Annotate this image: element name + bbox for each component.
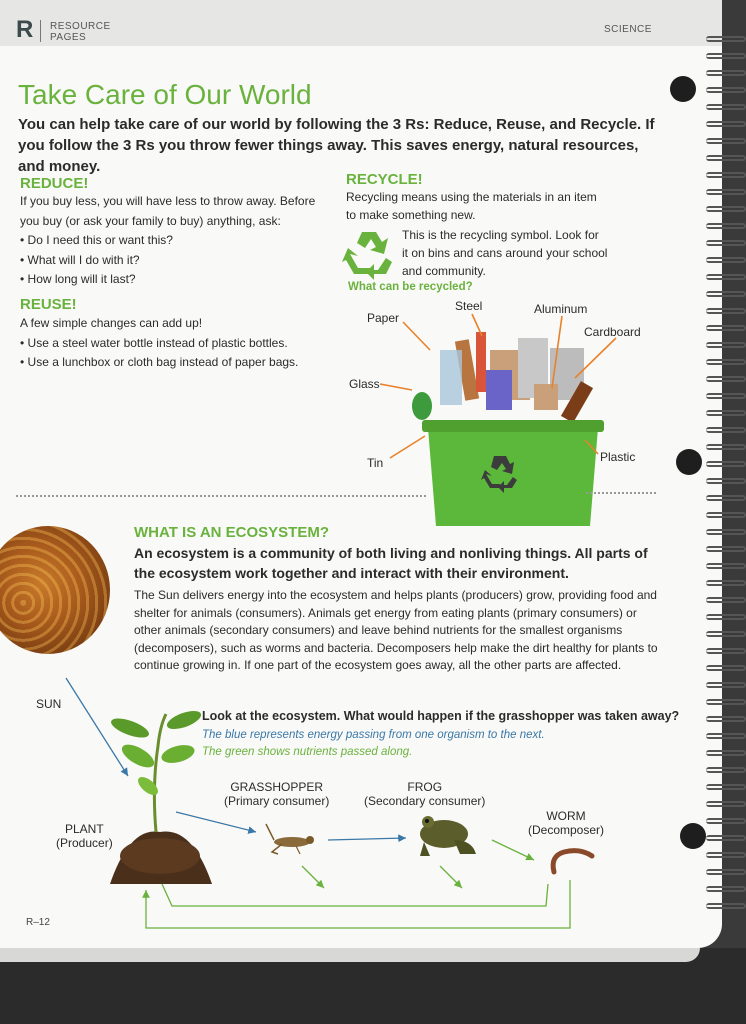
reduce-heading: REDUCE! [20,175,89,192]
spiral-coil [706,410,746,416]
spiral-coil [706,359,746,365]
spiral-coil [706,886,746,892]
spiral-coil [706,614,746,620]
spiral-coil [706,733,746,739]
spiral-coil [706,767,746,773]
list-item: • What will I do with it? [20,252,140,267]
spiral-coil [706,546,746,552]
spiral-coil [706,206,746,212]
spiral-coil [706,801,746,807]
grasshopper-label: GRASSHOPPER (Primary consumer) [224,780,330,808]
spiral-coil [706,393,746,399]
spiral-coil [706,495,746,501]
next-page-edge [0,948,700,962]
intro-text: You can help take care of our world by following the 3 Rs: Reduce, Reuse, and Recycle. If you follow the 3 Rs you throw fewer things away. This saves energy, natural resources, and money. [18,116,655,175]
spiral-coil [706,869,746,875]
label-plastic: Plastic [600,450,636,464]
arrow-grasshopper-to-frog [328,838,406,840]
spiral-coil [706,512,746,518]
spiral-coil [706,750,746,756]
label-aluminum: Aluminum [534,302,588,316]
spiral-coil [706,427,746,433]
spiral-coil [706,342,746,348]
spiral-coil [706,478,746,484]
ecosystem-heading: WHAT IS AN ECOSYSTEM? [134,524,329,541]
sun-label: SUN [36,697,62,711]
spiral-coil [706,682,746,688]
recycle-heading: RECYCLE! [346,171,423,188]
spiral-coil [706,648,746,654]
spiral-coil [706,121,746,127]
arrow-sun-to-plant [66,678,128,776]
binder-hole [670,76,696,102]
spiral-coil [706,597,746,603]
label-steel: Steel [455,299,483,313]
label-tin: Tin [367,456,384,470]
spiral-coil [706,240,746,246]
list-item: • Do I need this or want this? [20,233,173,247]
spiral-coil [706,699,746,705]
spiral-coil [706,903,746,909]
reduce-text: If you buy less, you will have less to throw away. Before you buy (or ask your family to buy) anything, ask: • Do I need this or want this? • What will I do with it? • How long will it last? [20,192,315,290]
page-number: R–12 [26,917,50,928]
spiral-coil [706,852,746,858]
label-paper: Paper [367,311,400,325]
spiral-coil [706,257,746,263]
label-glass: Glass [349,377,380,391]
spiral-coil [706,631,746,637]
spiral-coil [706,580,746,586]
spiral-coil [706,87,746,93]
arrow-loop [162,884,548,906]
spiral-coil [706,172,746,178]
list-item: • Use a lunchbox or cloth bag instead of paper bags. [20,355,299,369]
ecosystem-bold-text: An ecosystem is a community of both living and nonliving things. All parts of the ecosystem work together and interact with their environment. [134,545,648,581]
binder-hole [680,823,706,849]
recycle-question: What can be recycled? [348,281,473,293]
spiral-coil [706,104,746,110]
ecosystem-question: Look at the ecosystem. What would happen if the grasshopper was taken away? [202,709,680,723]
spiral-coil [706,529,746,535]
plant-label: PLANT (Producer) [56,822,113,850]
arrow-plant-to-grasshopper [176,812,256,832]
worm-label: WORM (Decomposer) [528,809,605,837]
ecosystem-body-text: The Sun delivers energy into the ecosystem and helps plants (producers) grow, providing food and shelter for animals (consumers). Animals get energy from eating plants (primary consumers) or other animals (secondary consumers) and leave behind nutrients for the smallest organisms (decomposers), such as worms and bacteria. Decomposers help make the dirt healthy for plants to continue growing in. If one part of the ecosystem goes away, all the other parts are affected. [134,588,658,672]
spiral-coil [706,53,746,59]
spiral-coil [706,325,746,331]
spiral-coil [706,716,746,722]
recycle-text: Recycling means using the materials in an item to make something new. [346,190,597,222]
section-label: RESOURCE PAGES [50,21,111,43]
subject-label: SCIENCE [604,24,652,35]
reuse-heading: REUSE! [20,296,77,313]
spiral-coil [706,818,746,824]
frog-label: FROG (Secondary consumer) [364,780,486,808]
spiral-coil [706,461,746,467]
spiral-coil [706,223,746,229]
arrow-frog-to-worm [440,866,462,888]
spiral-coil [706,155,746,161]
spiral-coil [706,138,746,144]
logo: R [16,16,34,43]
arrow-worm-to-plant [146,880,570,928]
reuse-text: A few simple changes can add up! • Use a steel water bottle instead of plastic bottles. • Use a lunchbox or cloth bag instead of paper bags. [20,314,298,373]
spiral-coil [706,291,746,297]
spiral-coil [706,665,746,671]
spiral-coil [706,274,746,280]
spiral-coil [706,835,746,841]
spiral-coil [706,308,746,314]
recycle-symbol-text: This is the recycling symbol. Look for it on bins and cans around your school and community. [402,228,608,278]
list-item: • Use a steel water bottle instead of plastic bottles. [20,335,288,350]
spiral-coil [706,444,746,450]
spiral-coil [706,189,746,195]
arrow-frog-waste [492,840,534,860]
page-title: Take Care of Our World [18,79,312,110]
spiral-coil [706,563,746,569]
binder-hole [676,449,702,475]
label-cardboard: Cardboard [584,325,641,339]
spiral-coil [706,70,746,76]
spiral-coil [706,36,746,42]
list-item: • How long will it last? [20,272,136,286]
arrow-grasshopper-to-worm [302,866,324,888]
spiral-coil [706,376,746,382]
blue-legend: The blue represents energy passing from one organism to the next. [202,729,545,741]
spiral-coil [706,784,746,790]
green-legend: The green shows nutrients passed along. [202,746,413,758]
